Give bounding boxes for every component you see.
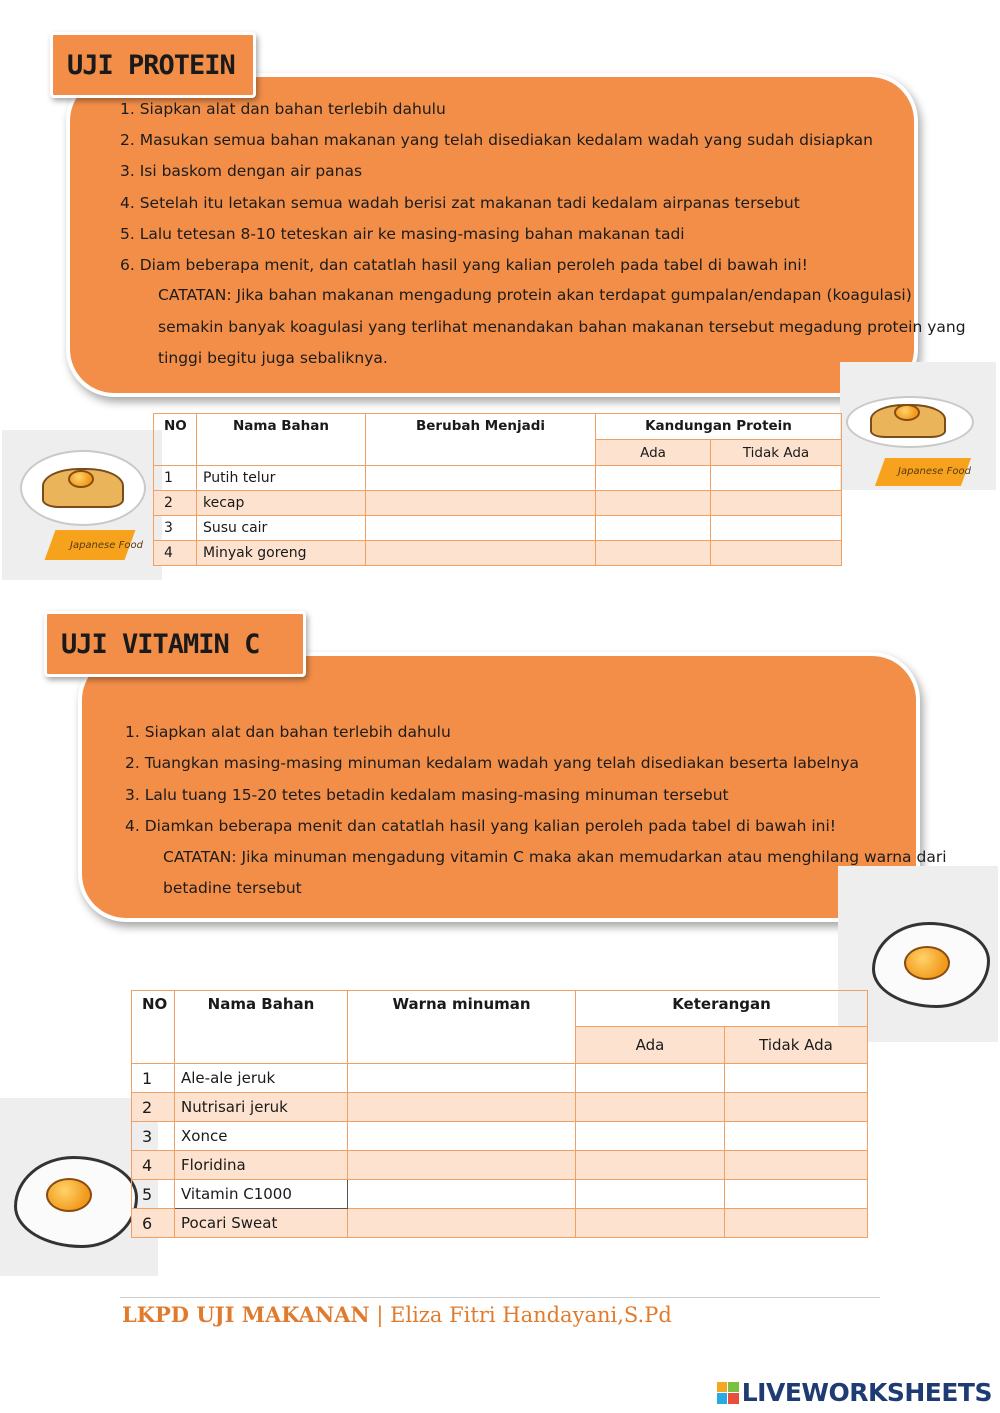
table-row bbox=[154, 516, 842, 541]
change-cell[interactable] bbox=[366, 541, 596, 566]
row-no: 2 bbox=[132, 1093, 175, 1122]
table-row bbox=[132, 1064, 868, 1093]
no-cell[interactable] bbox=[725, 1122, 868, 1151]
row-name: Pocari Sweat bbox=[175, 1209, 348, 1238]
row-name: kecap bbox=[197, 491, 366, 516]
liveworksheets-brand[interactable] bbox=[717, 1378, 992, 1407]
row-no: 3 bbox=[154, 516, 197, 541]
color-cell[interactable] bbox=[348, 1093, 576, 1122]
protein-title: UJI PROTEIN bbox=[67, 49, 235, 81]
color-cell[interactable] bbox=[348, 1122, 576, 1151]
protein-step-3: 3. Isi baskom dengan air panas bbox=[120, 162, 363, 180]
vitamin-title-tab bbox=[44, 611, 306, 677]
yes-cell[interactable] bbox=[576, 1093, 725, 1122]
footer-title: LKPD UJI MAKANAN bbox=[122, 1302, 370, 1327]
color-cell[interactable] bbox=[348, 1180, 576, 1209]
egg-yolk-icon bbox=[46, 1178, 92, 1212]
row-name: Floridina bbox=[175, 1151, 348, 1180]
no-cell[interactable] bbox=[725, 1093, 868, 1122]
vitamin-header-color: Warna minuman bbox=[348, 991, 576, 1064]
row-no: 1 bbox=[132, 1064, 175, 1093]
yes-cell[interactable] bbox=[596, 516, 711, 541]
row-no: 2 bbox=[154, 491, 197, 516]
row-no: 6 bbox=[132, 1209, 175, 1238]
yes-cell[interactable] bbox=[576, 1180, 725, 1209]
egg-yolk-icon bbox=[904, 946, 950, 980]
vitamin-header-name: Nama Bahan bbox=[175, 991, 348, 1064]
protein-note-2: semakin banyak koagulasi yang terlihat menandakan bahan makanan tersebut megadung protein yang bbox=[158, 318, 966, 336]
vitamin-note-1: CATATAN: Jika minuman mengadung vitamin C maka akan memudarkan atau menghilang warna dari bbox=[163, 848, 947, 866]
change-cell[interactable] bbox=[366, 516, 596, 541]
japanese-food-image-right bbox=[840, 362, 996, 490]
vitamin-step-2: 2. Tuangkan masing-masing minuman kedalam wadah yang telah disediakan beserta labelnya bbox=[125, 754, 859, 772]
row-name: Minyak goreng bbox=[197, 541, 366, 566]
protein-header-change: Berubah Menjadi bbox=[366, 414, 596, 466]
japanese-food-image-left bbox=[2, 430, 162, 580]
yes-cell[interactable] bbox=[576, 1209, 725, 1238]
no-cell[interactable] bbox=[725, 1151, 868, 1180]
no-cell[interactable] bbox=[711, 466, 842, 491]
vitamin-results-table bbox=[131, 990, 868, 1238]
vitamin-step-3: 3. Lalu tuang 15-20 tetes betadin kedalam masing-masing minuman tersebut bbox=[125, 786, 729, 804]
vitamin-step-1: 1. Siapkan alat dan bahan terlebih dahulu bbox=[125, 723, 451, 741]
protein-note-1: CATATAN: Jika bahan makanan mengadung protein akan terdapat gumpalan/endapan (koagulasi) bbox=[158, 286, 912, 304]
row-name: Nutrisari jeruk bbox=[175, 1093, 348, 1122]
table-row bbox=[132, 1180, 868, 1209]
vitamin-title: UJI VITAMIN C bbox=[61, 628, 260, 660]
table-row bbox=[154, 466, 842, 491]
change-cell[interactable] bbox=[366, 491, 596, 516]
row-name: Xonce bbox=[175, 1122, 348, 1151]
protein-step-5: 5. Lalu tetesan 8-10 teteskan air ke masing-masing bahan makanan tadi bbox=[120, 225, 685, 243]
no-cell[interactable] bbox=[711, 491, 842, 516]
vitamin-header-group: Keterangan bbox=[576, 991, 868, 1027]
footer-divider bbox=[120, 1297, 880, 1298]
japanese-food-label: Japanese Food bbox=[70, 540, 143, 551]
protein-step-4: 4. Setelah itu letakan semua wadah berisi zat makanan tadi kedalam airpanas tersebut bbox=[120, 194, 800, 212]
table-row bbox=[154, 491, 842, 516]
yes-cell[interactable] bbox=[576, 1151, 725, 1180]
color-cell[interactable] bbox=[348, 1209, 576, 1238]
table-row bbox=[132, 1122, 868, 1151]
protein-step-2: 2. Masukan semua bahan makanan yang telah disediakan kedalam wadah yang sudah disiapkan bbox=[120, 131, 873, 149]
protein-note-3: tinggi begitu juga sebaliknya. bbox=[158, 349, 388, 367]
row-name: Susu cair bbox=[197, 516, 366, 541]
protein-step-6: 6. Diam beberapa menit, dan catatlah hasil yang kalian peroleh pada tabel di bawah ini! bbox=[120, 256, 808, 274]
yes-cell[interactable] bbox=[596, 466, 711, 491]
yes-cell[interactable] bbox=[596, 491, 711, 516]
change-cell[interactable] bbox=[366, 466, 596, 491]
row-name: Putih telur bbox=[197, 466, 366, 491]
row-no: 4 bbox=[132, 1151, 175, 1180]
protein-header-no: NO bbox=[154, 414, 197, 466]
vitamin-step-4: 4. Diamkan beberapa menit dan catatlah hasil yang kalian peroleh pada tabel di bawah ini! bbox=[125, 817, 836, 835]
protein-header-name: Nama Bahan bbox=[197, 414, 366, 466]
protein-header-group: Kandungan Protein bbox=[596, 414, 842, 440]
yes-cell[interactable] bbox=[596, 541, 711, 566]
vitamin-header-no: NO bbox=[132, 991, 175, 1064]
table-row bbox=[132, 1151, 868, 1180]
vitamin-note-2: betadine tersebut bbox=[163, 879, 302, 897]
no-cell[interactable] bbox=[711, 516, 842, 541]
table-row bbox=[132, 1093, 868, 1122]
liveworksheets-logo-icon bbox=[717, 1382, 739, 1404]
japanese-food-label: Japanese Food bbox=[898, 466, 971, 477]
protein-title-tab bbox=[50, 32, 256, 98]
table-row bbox=[154, 541, 842, 566]
yes-cell[interactable] bbox=[576, 1122, 725, 1151]
footer-author: Eliza Fitri Handayani,S.Pd bbox=[390, 1303, 672, 1327]
no-cell[interactable] bbox=[725, 1209, 868, 1238]
egg-yolk-icon bbox=[68, 470, 94, 488]
egg-yolk-icon bbox=[894, 404, 920, 421]
protein-results-table bbox=[153, 413, 842, 566]
vitamin-header-no-content: Tidak Ada bbox=[725, 1027, 868, 1064]
vitamin-header-yes: Ada bbox=[576, 1027, 725, 1064]
color-cell[interactable] bbox=[348, 1064, 576, 1093]
protein-header-no-content: Tidak Ada bbox=[711, 440, 842, 466]
table-row bbox=[132, 1209, 868, 1238]
protein-step-1: 1. Siapkan alat dan bahan terlebih dahulu bbox=[120, 100, 446, 118]
footer bbox=[122, 1302, 672, 1327]
row-name: Vitamin C1000 bbox=[175, 1180, 348, 1209]
no-cell[interactable] bbox=[711, 541, 842, 566]
row-no: 3 bbox=[132, 1122, 175, 1151]
no-cell[interactable] bbox=[725, 1180, 868, 1209]
yes-cell[interactable] bbox=[576, 1064, 725, 1093]
row-name: Ale-ale jeruk bbox=[175, 1064, 348, 1093]
no-cell[interactable] bbox=[725, 1064, 868, 1093]
footer-separator: | bbox=[369, 1303, 391, 1327]
protein-header-yes: Ada bbox=[596, 440, 711, 466]
row-no: 5 bbox=[132, 1180, 175, 1209]
color-cell[interactable] bbox=[348, 1151, 576, 1180]
row-no: 4 bbox=[154, 541, 197, 566]
liveworksheets-wordmark: LIVEWORKSHEETS bbox=[741, 1378, 992, 1407]
row-no: 1 bbox=[154, 466, 197, 491]
